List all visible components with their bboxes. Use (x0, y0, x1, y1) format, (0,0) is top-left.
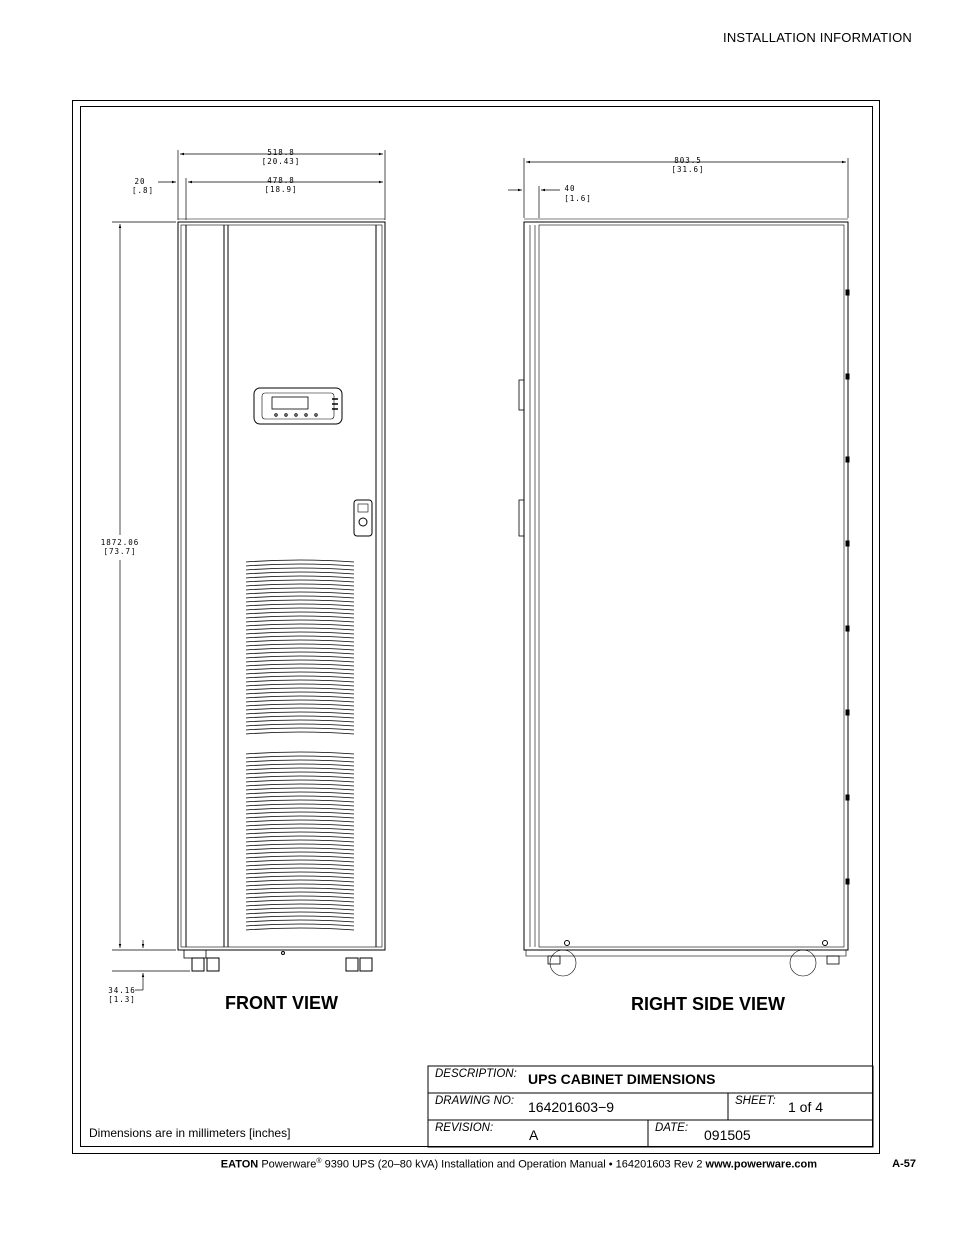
vent-slat (246, 728, 354, 730)
side-fastener (846, 541, 849, 546)
dim-front-offset-in: [.8] (131, 186, 155, 195)
vent-slat (246, 824, 354, 826)
dim-width-total-in: [20.43] (261, 157, 301, 166)
side-fastener (846, 795, 849, 800)
vent-slat (246, 572, 354, 574)
vent-slat (246, 708, 354, 710)
footer-manual-title: 9390 UPS (20–80 kVA) Installation and Operation Manual • 164201603 Rev 2 (321, 1158, 706, 1171)
dim-width-door-in: [18.9] (264, 185, 298, 194)
vent-slat (246, 568, 354, 570)
page-number: A-57 (892, 1158, 916, 1170)
vent-slat (246, 592, 354, 594)
vent-slat (246, 788, 354, 790)
vent-slat (246, 916, 354, 918)
vent-slat (246, 600, 354, 602)
date-label: DATE: (655, 1122, 689, 1134)
vent-slat (246, 732, 354, 734)
dim-base-mm: 34.16 (108, 986, 136, 995)
vent-slat (246, 832, 354, 834)
dim-side-offset-in: [1.6] (564, 194, 592, 203)
door-latch (354, 500, 372, 536)
vent-slat (246, 612, 354, 614)
vent-slat (246, 816, 354, 818)
side-dim-labels (564, 156, 704, 203)
vent-slat (246, 876, 354, 878)
dim-base-in: [1.3] (108, 995, 136, 1004)
vent-slat (246, 668, 354, 670)
vent-slat (246, 884, 354, 886)
description-value: UPS CABINET DIMENSIONS (528, 1071, 716, 1087)
vent-slat (246, 772, 354, 774)
vent-slat (246, 684, 354, 686)
section-header: INSTALLATION INFORMATION (723, 30, 912, 45)
vent-slat (246, 880, 354, 882)
vent-slat (246, 648, 354, 650)
vent-slat (246, 700, 354, 702)
footer-brand: EATON (220, 1158, 259, 1171)
front-vent-lower (246, 752, 354, 930)
vent-slat (246, 900, 354, 902)
footer-reg-mark: ® (316, 1158, 322, 1165)
vent-slat (246, 764, 354, 766)
dim-front-offset-mm: 20 (134, 177, 146, 186)
units-note: Dimensions are in millimeters [inches] (89, 1126, 291, 1140)
dim-width-total-mm: 518.8 (267, 148, 295, 157)
description-label: DESCRIPTION: (435, 1068, 517, 1080)
vent-slat (246, 576, 354, 578)
footer-product: Powerware (261, 1158, 317, 1171)
date-value: 091505 (704, 1127, 751, 1143)
vent-slat (246, 760, 354, 762)
drawing-no-label: DRAWING NO: (435, 1095, 515, 1107)
dim-height-in: [73.7] (103, 547, 137, 556)
vent-slat (246, 908, 354, 910)
vent-slat (246, 792, 354, 794)
vent-slat (246, 836, 354, 838)
vent-slat (246, 800, 354, 802)
front-dim-labels (101, 148, 301, 1004)
right-side-view-label: RIGHT SIDE VIEW (631, 994, 786, 1014)
vent-slat (246, 868, 354, 870)
front-vent-upper (246, 560, 354, 734)
vent-slat (246, 636, 354, 638)
drawing-no-value: 164201603−9 (528, 1099, 615, 1115)
vent-slat (246, 924, 354, 926)
vent-slat (246, 652, 354, 654)
vent-slat (246, 632, 354, 634)
vent-slat (246, 676, 354, 678)
vent-slat (246, 604, 354, 606)
dim-depth-mm: 803.5 (674, 156, 702, 165)
vent-slat (246, 756, 354, 758)
side-fastener (846, 710, 849, 715)
vent-slat (246, 688, 354, 690)
vent-slat (246, 644, 354, 646)
vent-slat (246, 660, 354, 662)
vent-slat (246, 608, 354, 610)
vent-slat (246, 720, 354, 722)
vent-slat (246, 856, 354, 858)
dim-side-offset-mm: 40 (564, 184, 576, 193)
side-view-drawing (519, 219, 849, 976)
vent-slat (246, 896, 354, 898)
side-fastener (846, 457, 849, 462)
vent-slat (246, 912, 354, 914)
vent-slat (246, 852, 354, 854)
vent-slat (246, 776, 354, 778)
side-fastener (846, 374, 849, 379)
vent-slat (246, 616, 354, 618)
vent-slat (246, 560, 354, 562)
vent-slat (246, 780, 354, 782)
vent-slat (246, 716, 354, 718)
dim-width-door-mm: 478.8 (267, 176, 295, 185)
vent-slat (246, 820, 354, 822)
vent-slat (246, 920, 354, 922)
vent-slat (246, 848, 354, 850)
front-view-label: FRONT VIEW (225, 993, 338, 1013)
vent-slat (246, 664, 354, 666)
vent-slat (246, 796, 354, 798)
front-view-drawing (178, 219, 385, 971)
vent-slat (246, 872, 354, 874)
side-fastener (846, 879, 849, 884)
vent-slat (246, 928, 354, 930)
vent-slat (246, 692, 354, 694)
sheet-label: SHEET: (735, 1095, 776, 1107)
vent-slat (246, 844, 354, 846)
vent-slat (246, 864, 354, 866)
vent-slat (246, 628, 354, 630)
vent-slat (246, 656, 354, 658)
footer-url: www.powerware.com (705, 1158, 817, 1171)
vent-slat (246, 888, 354, 890)
vent-slat (246, 584, 354, 586)
vent-slat (246, 828, 354, 830)
vent-slat (246, 624, 354, 626)
vent-slat (246, 704, 354, 706)
vent-slat (246, 724, 354, 726)
side-fastener (846, 626, 849, 631)
dim-depth-in: [31.6] (671, 165, 705, 174)
vent-slat (246, 768, 354, 770)
side-fastener (846, 290, 849, 295)
vent-slat (246, 712, 354, 714)
vent-slat (246, 588, 354, 590)
vent-slat (246, 580, 354, 582)
vent-slat (246, 680, 354, 682)
revision-label: REVISION: (435, 1122, 494, 1134)
revision-value: A (529, 1127, 539, 1143)
vent-slat (246, 904, 354, 906)
vent-slat (246, 860, 354, 862)
vent-slat (246, 808, 354, 810)
dim-height-mm: 1872.06 (100, 538, 140, 547)
front-display-panel (254, 388, 342, 424)
vent-slat (246, 596, 354, 598)
vent-slat (246, 784, 354, 786)
vent-slat (246, 840, 354, 842)
vent-slat (246, 696, 354, 698)
vent-slat (246, 564, 354, 566)
vent-slat (246, 752, 354, 754)
vent-slat (246, 804, 354, 806)
sheet-value: 1 of 4 (788, 1099, 824, 1115)
vent-slat (246, 620, 354, 622)
vent-slat (246, 812, 354, 814)
vent-slat (246, 672, 354, 674)
footer-manual-line (221, 1158, 817, 1171)
vent-slat (246, 640, 354, 642)
vent-slat (246, 892, 354, 894)
